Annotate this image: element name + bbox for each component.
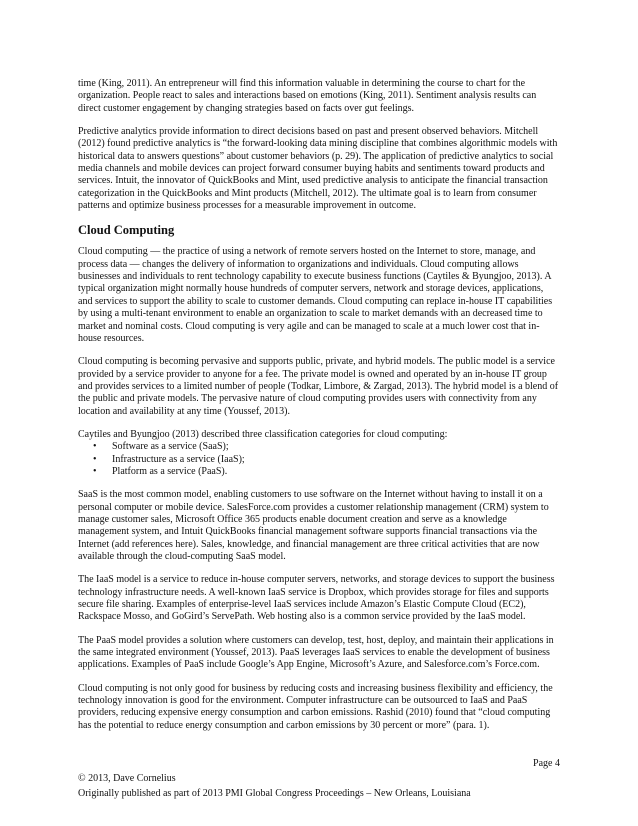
publication-line: Originally published as part of 2013 PMI Global Congress Proceedings – New Orleans, Louisiana <box>78 787 471 799</box>
list-item <box>78 454 560 466</box>
paragraph-cloud-definition: Cloud computing — the practice of using a network of remote servers hosted on the Internet to store, manage, and process data — changes the delivery of information to organizations and individuals. Cloud computing allows businesses and individuals to rent technology capability to execute business functions (Caytiles & Byungjoo, 2013). A typical organization might normally house hundreds of computer servers, network and storage devices, applications, and services to support the ability to scale to customer demands. Cloud computing can replace in-house IT capabilities by using a multi-tenant environment to enable an organization to scale to market demands with an decreased time to market and nominal costs. Cloud computing is very agile and can be managed to scale at a much lower cost that in-house resources. <box>78 246 553 344</box>
paragraph-predictive-analytics: Predictive analytics provide information to direct decisions based on past and present observed behaviors. Mitchell (2012) found predictive analytics is “the forward-looking data mining discipline that combines algorithmic models with historical data to answers questions” about customer behaviors (p. 29). The application of predictive analytics to social media channels and mobile devices can project forward consumer buying habits and sentiments toward products and services. Intuit, the innovator of QuickBooks and Mint, used predictive analysis to anticipate the financial transaction categorization in the QuickBooks and Mint products (Mitchell, 2012). The ultimate goal is to learn from consumer patterns and optimize business processes for a measurable improvement in outcome. <box>78 126 558 212</box>
body-text <box>78 78 560 732</box>
bullet-icon: • <box>93 453 97 465</box>
classification-list <box>78 441 560 478</box>
paragraph-sentiment-analysis: time (King, 2011). An entrepreneur will find this information valuable in determining the course to chart for the organization. People react to sales and interactions based on emotions (King, 2011). Sentiment analysis results can direct customer engagement by changing strategies based on facts over gut feelings. <box>78 78 537 114</box>
list-item-text: Software as a service (SaaS); <box>112 441 229 453</box>
paragraph-paas: The PaaS model provides a solution where customers can develop, test, host, deploy, and maintain their applications in the same integrated environment (Youssef, 2013). PaaS leverages IaaS services to enable the development of business applications. Examples of PaaS include Google’s App Engine, Microsoft’s Azure, and Salesforce.com’s Force.com. <box>78 634 554 671</box>
bullet-icon: • <box>93 441 97 453</box>
paragraph-saas: SaaS is the most common model, enabling customers to use software on the Internet without having to install it on a personal computer or mobile device. SalesForce.com provides a customer relationship management (CRM) system to manage customer sales, Microsoft Office 365 products enable document creation and serve as a knowledge management system, and Intuit QuickBooks financial management software supports financial transactions via the Internet (add references here). Sales, knowledge, and financial management are three critical activities that are now available through the cloud-computing SaaS model. <box>78 489 549 562</box>
list-item-text: Infrastructure as a service (IaaS); <box>112 453 245 465</box>
paragraph-classification-intro: Caytiles and Byungjoo (2013) described three classification categories for cloud computing: <box>78 428 448 440</box>
paragraph-environment: Cloud computing is not only good for business by reducing costs and increasing business flexibility and efficiency, the technology innovation is good for the environment. Computer infrastructure can be outsourced to IaaS and PaaS providers, reducing expensive energy consumption and carbon emissions. Rashid (2010) found that “cloud computing has the potential to reduce energy consumption and carbon emissions by 30 percent or more” (para. 1). <box>78 682 553 731</box>
paragraph-cloud-models: Cloud computing is becoming pervasive and supports public, private, and hybrid models. The public model is a service provided by a service provider to anyone for a fee. The private model is owned and operated by an in-house IT group and provides services to a limited number of people (Todkar, Limbore, & Zargad, 2013). The hybrid model is a blend of the public and private models. The pervasive nature of cloud computing provides users with connectivity from any location and availability at any time (Youssef, 2013). <box>78 356 559 417</box>
paragraph-iaas: The IaaS model is a service to reduce in-house computer servers, networks, and storage devices to support the business technology infrastructure needs. A well-known IaaS service is Dropbox, which provides storage for files and supports secure file sharing. Examples of enterprise-level IaaS services include Amazon’s Elastic Compute Cloud (EC2), Rackspace Mosso, and GoGird’s ServePath. Web hosting also is a common service provided by the IaaS model. <box>78 574 555 623</box>
footer <box>78 772 471 801</box>
copyright-line: © 2013, Dave Cornelius <box>78 773 176 784</box>
list-item-text: Platform as a service (PaaS). <box>112 465 228 477</box>
page-number: Page 4 <box>533 758 560 769</box>
bullet-icon: • <box>93 465 97 477</box>
section-heading-cloud-computing: Cloud Computing <box>78 223 175 238</box>
list-item <box>78 441 560 453</box>
list-item <box>78 466 560 478</box>
